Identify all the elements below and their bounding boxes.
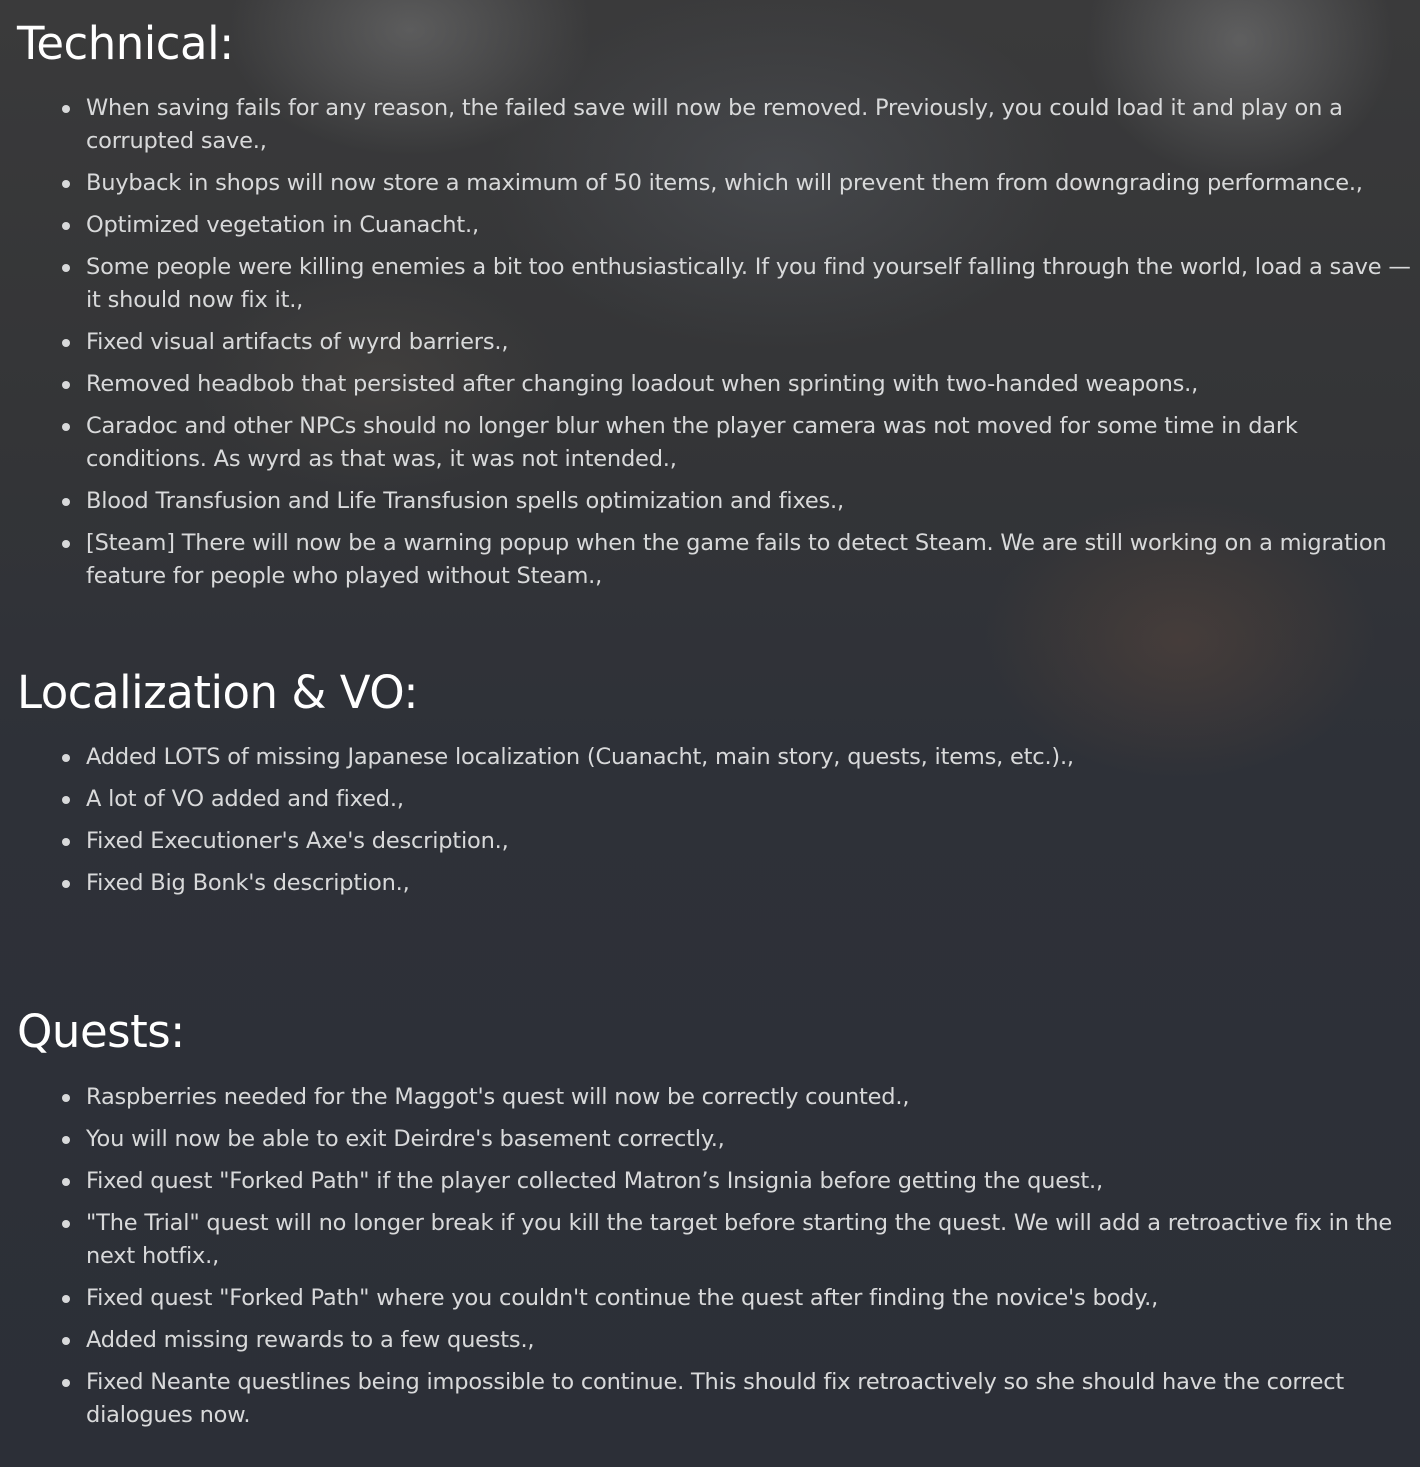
bullet-icon bbox=[62, 838, 70, 846]
quests-list bbox=[0, 1081, 1420, 1441]
list-item: Fixed quest "Forked Path" if the player collected Matron’s Insignia before getting the quest., bbox=[0, 1165, 1420, 1198]
list-item: Optimized vegetation in Cuanacht., bbox=[0, 209, 1420, 242]
list-item: Fixed quest "Forked Path" where you couldn't continue the quest after finding the novice's body., bbox=[0, 1282, 1420, 1315]
list-item: You will now be able to exit Deirdre's basement correctly., bbox=[0, 1123, 1420, 1156]
list-item: [Steam] There will now be a warning popup when the game fails to detect Steam. We are still working on a migration feature for people who played without Steam., bbox=[0, 527, 1420, 593]
localization-list bbox=[0, 741, 1420, 909]
bullet-icon bbox=[62, 498, 70, 506]
technical-list bbox=[0, 92, 1420, 602]
list-item: Fixed Big Bonk's description., bbox=[0, 867, 1420, 900]
bullet-icon bbox=[62, 423, 70, 431]
bullet-icon bbox=[62, 1136, 70, 1144]
bullet-icon bbox=[62, 754, 70, 762]
bullet-icon bbox=[62, 1094, 70, 1102]
list-item: When saving fails for any reason, the failed save will now be removed. Previously, you could load it and play on a corrupted save., bbox=[0, 92, 1420, 158]
list-item: Fixed Executioner's Axe's description., bbox=[0, 825, 1420, 858]
bullet-icon bbox=[62, 1337, 70, 1345]
section-title-quests: Quests: bbox=[17, 1005, 185, 1058]
list-item: Added LOTS of missing Japanese localization (Cuanacht, main story, quests, items, etc.)., bbox=[0, 741, 1420, 774]
list-item: Some people were killing enemies a bit too enthusiastically. If you find yourself falling through the world, load a save — it should now fix it., bbox=[0, 251, 1420, 317]
bullet-icon bbox=[62, 796, 70, 804]
bullet-icon bbox=[62, 222, 70, 230]
list-item: Added missing rewards to a few quests., bbox=[0, 1324, 1420, 1357]
list-item: Buyback in shops will now store a maximum of 50 items, which will prevent them from downgrading performance., bbox=[0, 167, 1420, 200]
bullet-icon bbox=[62, 105, 70, 113]
section-title-localization: Localization & VO: bbox=[17, 666, 419, 719]
section-title-technical: Technical: bbox=[17, 17, 234, 70]
list-item: Fixed Neante questlines being impossible to continue. This should fix retroactively so she should have the correct dialogues now. bbox=[0, 1366, 1420, 1432]
bullet-icon bbox=[62, 180, 70, 188]
bullet-icon bbox=[62, 1178, 70, 1186]
bullet-icon bbox=[62, 1220, 70, 1228]
list-item: "The Trial" quest will no longer break if you kill the target before starting the quest. We will add a retroactive fix in the next hotfix., bbox=[0, 1207, 1420, 1273]
list-item: A lot of VO added and fixed., bbox=[0, 783, 1420, 816]
bullet-icon bbox=[62, 1295, 70, 1303]
list-item: Fixed visual artifacts of wyrd barriers., bbox=[0, 326, 1420, 359]
bullet-icon bbox=[62, 1379, 70, 1387]
list-item: Raspberries needed for the Maggot's quest will now be correctly counted., bbox=[0, 1081, 1420, 1114]
bullet-icon bbox=[62, 381, 70, 389]
list-item: Blood Transfusion and Life Transfusion spells optimization and fixes., bbox=[0, 485, 1420, 518]
list-item: Removed headbob that persisted after changing loadout when sprinting with two-handed weapons., bbox=[0, 368, 1420, 401]
bullet-icon bbox=[62, 339, 70, 347]
bullet-icon bbox=[62, 880, 70, 888]
bullet-icon bbox=[62, 264, 70, 272]
list-item: Caradoc and other NPCs should no longer blur when the player camera was not moved for some time in dark conditions. As wyrd as that was, it was not intended., bbox=[0, 410, 1420, 476]
bullet-icon bbox=[62, 540, 70, 548]
